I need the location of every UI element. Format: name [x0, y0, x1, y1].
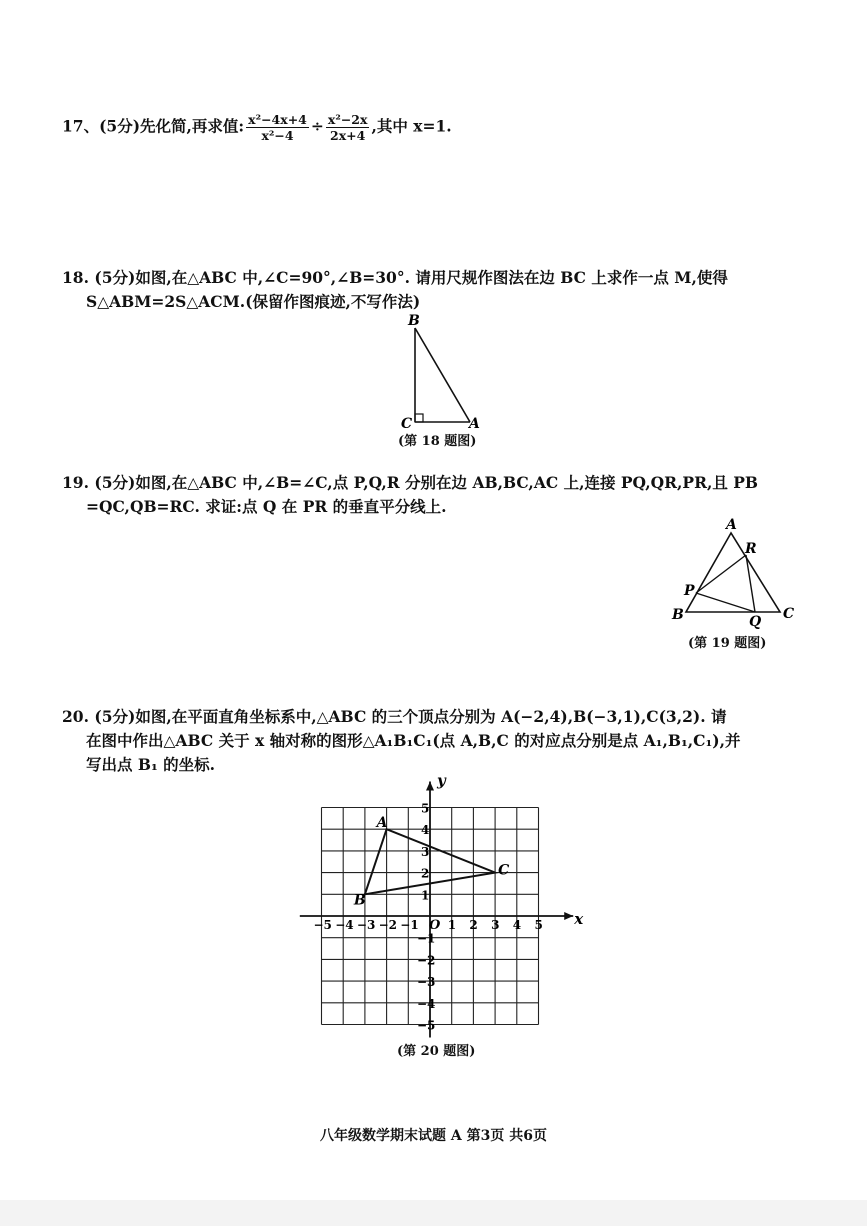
x-tick-label: 1	[447, 918, 457, 932]
x-tick-label: −5	[313, 918, 332, 932]
y-axis-arrow	[426, 781, 434, 790]
q19-figure	[668, 515, 798, 630]
scan-bottom-band	[0, 1200, 867, 1226]
y-tick-label: 2	[421, 866, 430, 881]
y-axis-label: y	[437, 771, 446, 790]
q19-label-B: B	[672, 607, 684, 623]
x-tick-label: −1	[400, 918, 419, 932]
q17-tail: ,其中 x=1.	[371, 116, 452, 136]
y-tick-label: 1	[421, 888, 430, 903]
q19-label-Q: Q	[749, 614, 762, 630]
q20-caption: (第 20 题图)	[397, 1044, 476, 1059]
point-label-A: A	[376, 815, 388, 832]
q17-f1-numerator: x²−4x+4	[248, 112, 307, 127]
x-tick-label: −3	[356, 918, 376, 932]
q17-operator: ÷	[310, 116, 324, 136]
q17-stem: 17、(5分)先化简,再求值:	[62, 116, 245, 136]
q17-fraction-2	[326, 112, 370, 143]
q17-fraction-1	[246, 112, 309, 143]
q20-line-1: 20. (5分)如图,在平面直角坐标系中,△ABC 的三个顶点分别为 A(−2,4),B(−3,1),C(3,2). 请	[62, 707, 727, 726]
x-tick-label: 3	[491, 918, 500, 932]
y-tick-label: −4	[417, 996, 436, 1011]
q20-coordinate-grid	[295, 770, 585, 1040]
q17-f1-denominator: x²−4	[261, 128, 294, 143]
q19-line-2: =QC,QB=RC. 求证:点 Q 在 PR 的垂直平分线上.	[86, 497, 447, 516]
x-tick-label: 4	[512, 918, 522, 932]
x-tick-label: 2	[469, 918, 478, 932]
origin-label: O	[429, 918, 441, 933]
q18-line-2: S△ABM=2S△ACM.(保留作图痕迹,不写作法)	[86, 292, 421, 311]
x-axis-arrow	[564, 912, 573, 920]
x-tick-label: −2	[378, 918, 398, 932]
y-tick-label: −2	[417, 953, 436, 968]
q19-label-R: R	[745, 541, 757, 557]
q18-label-C: C	[401, 416, 413, 432]
q19-label-A: A	[726, 517, 737, 533]
q17-f2-numerator: x²−2x	[327, 112, 368, 127]
y-tick-label: 4	[421, 823, 430, 838]
question-17	[62, 112, 452, 143]
q19-caption: (第 19 题图)	[688, 636, 767, 651]
y-tick-label: −3	[417, 975, 436, 990]
q19-label-P: P	[684, 583, 695, 599]
q19-line-1: 19. (5分)如图,在△ABC 中,∠B=∠C,点 P,Q,R 分别在边 AB,BC,AC 上,连接 PQ,QR,PR,且 PB	[62, 473, 759, 492]
q17-f2-denominator: 2x+4	[330, 128, 366, 143]
point-label-B: B	[353, 892, 366, 909]
y-tick-label: −5	[417, 1018, 436, 1033]
y-tick-label: 3	[421, 844, 430, 859]
q19-label-C: C	[783, 606, 795, 622]
y-tick-label: −1	[417, 931, 436, 946]
x-tick-label: −4	[335, 918, 354, 932]
q20-line-2: 在图中作出△ABC 关于 x 轴对称的图形△A₁B₁C₁(点 A,B,C 的对应点分别是点 A₁,B₁,C₁),并	[86, 731, 741, 750]
x-tick-label: 5	[534, 918, 543, 932]
q18-figure	[395, 310, 495, 435]
q18-caption: (第 18 题图)	[398, 434, 477, 449]
q18-label-B: B	[408, 313, 420, 329]
page-footer: 八年级数学期末试题 A 第3页 共6页	[320, 1128, 547, 1144]
y-tick-label: 5	[421, 801, 430, 816]
q20-line-3: 写出点 B₁ 的坐标.	[86, 755, 216, 774]
x-axis-label: x	[574, 910, 584, 928]
q18-line-1: 18. (5分)如图,在△ABC 中,∠C=90°,∠B=30°. 请用尺规作图法在边 BC 上求作一点 M,使得	[62, 268, 728, 287]
q18-label-A: A	[469, 416, 480, 432]
point-label-C: C	[498, 862, 510, 879]
